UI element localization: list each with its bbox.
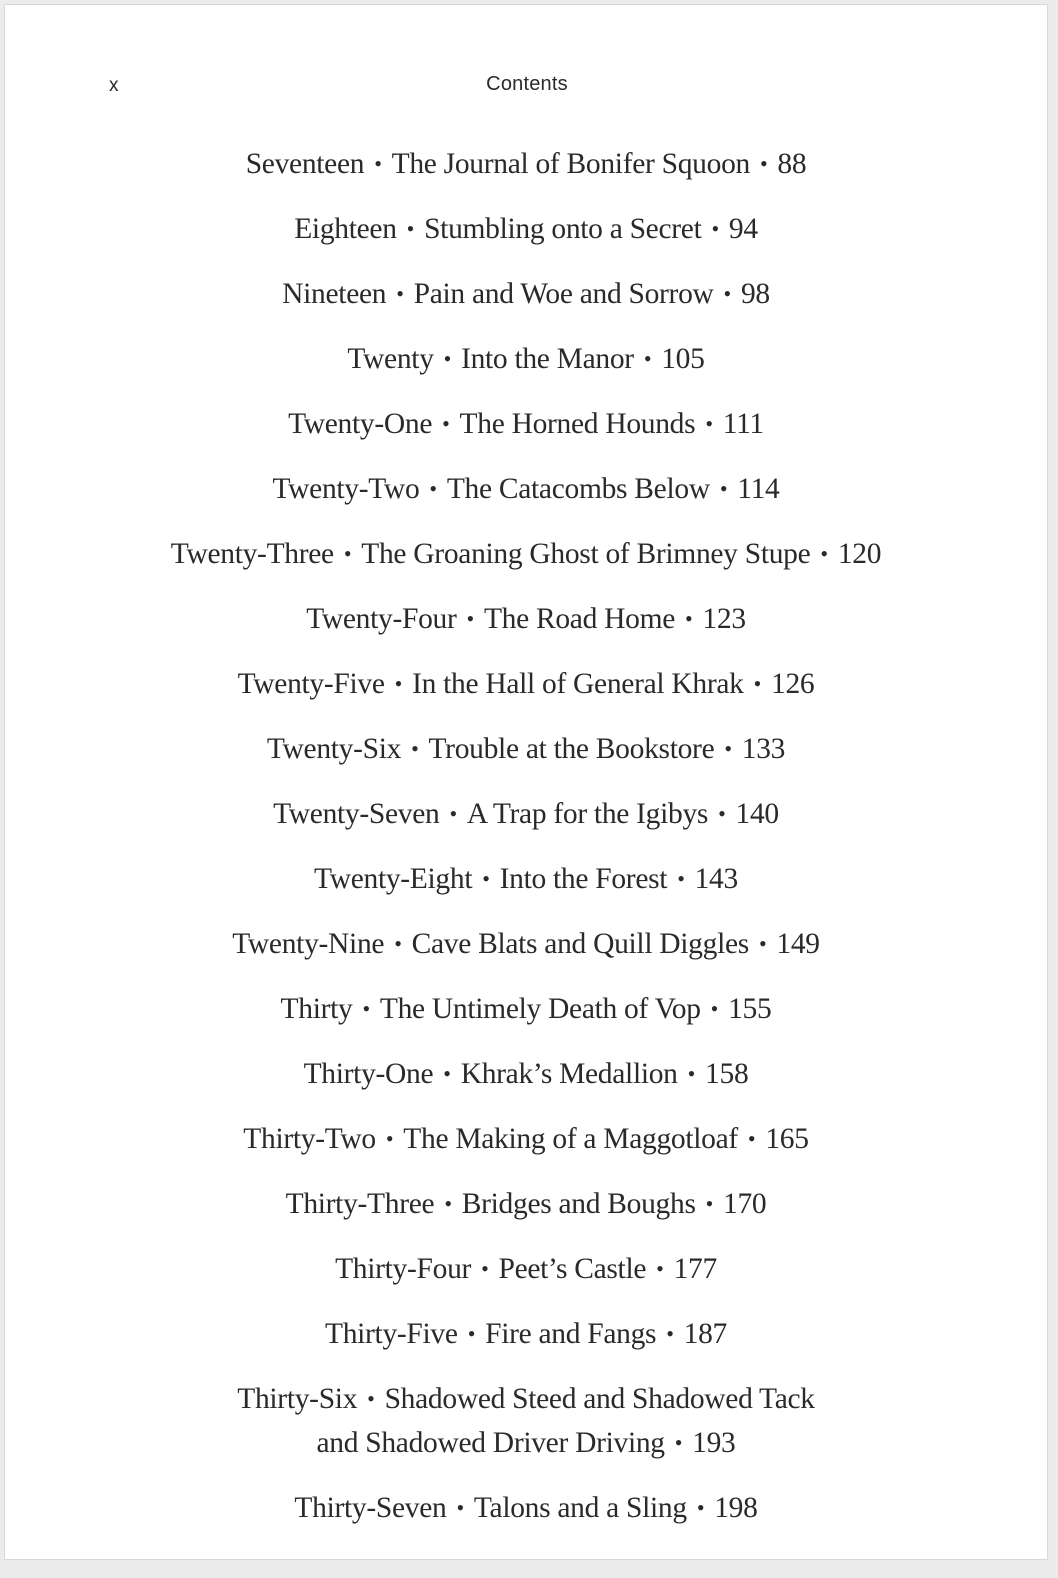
toc-entry	[5, 598, 1047, 642]
bullet-separator: •	[449, 801, 457, 826]
page-number: 123	[702, 603, 746, 635]
chapter-title: The Catacombs Below	[446, 473, 710, 505]
bullet-separator: •	[724, 736, 732, 761]
chapter-number: Thirty	[280, 993, 353, 1025]
chapter-title: In the Hall of General Khrak	[412, 668, 744, 700]
bullet-separator: •	[385, 1126, 394, 1151]
toc-entry	[5, 1487, 1047, 1531]
bullet-separator: •	[666, 1321, 674, 1346]
toc-entry	[5, 923, 1047, 967]
chapter-title: The Journal of Bonifer Squoon	[391, 148, 750, 180]
toc-entry	[5, 1053, 1047, 1097]
toc-entry	[5, 403, 1047, 447]
toc-entry	[5, 1248, 1047, 1292]
chapter-title: The Groaning Ghost of Brimney Stupe	[361, 538, 811, 570]
chapter-title: Shadowed Steed and Shadowed Tack	[384, 1383, 815, 1415]
page-number: 140	[735, 798, 779, 830]
bullet-separator: •	[705, 411, 713, 436]
toc-entry	[5, 533, 1047, 577]
page-number: 111	[722, 408, 764, 440]
bullet-separator: •	[687, 1061, 696, 1086]
toc-entry	[5, 1183, 1047, 1227]
bullet-separator: •	[820, 541, 828, 566]
chapter-number: Twenty-Four	[306, 603, 457, 635]
chapter-title: Fire and Fangs	[485, 1318, 657, 1350]
toc-entry	[5, 208, 1047, 252]
bullet-separator: •	[753, 671, 761, 696]
chapter-number: Thirty-Four	[335, 1253, 472, 1285]
running-head	[5, 71, 1047, 101]
chapter-number: Nineteen	[282, 278, 387, 310]
page-number: 177	[673, 1253, 717, 1285]
page-number: 158	[705, 1058, 749, 1090]
chapter-title: Khrak’s Medallion	[460, 1058, 678, 1090]
toc-entry	[5, 793, 1047, 837]
bullet-separator: •	[711, 216, 719, 241]
chapter-number: Twenty-Six	[266, 733, 402, 765]
toc-entry-line	[5, 1422, 1047, 1466]
page-number: 133	[741, 733, 786, 765]
toc-entry	[5, 273, 1047, 317]
chapter-number: Twenty	[347, 343, 434, 375]
chapter-number: Thirty-Two	[243, 1123, 376, 1155]
chapter-title-continued: and Shadowed Driver Driving	[316, 1427, 665, 1459]
chapter-number: Thirty-Seven	[294, 1492, 447, 1524]
bullet-separator: •	[394, 931, 402, 956]
bullet-separator: •	[710, 996, 719, 1021]
chapter-title: Peet’s Castle	[498, 1253, 647, 1285]
bullet-separator: •	[747, 1126, 756, 1151]
bullet-separator: •	[444, 1191, 452, 1216]
bullet-separator: •	[442, 411, 450, 436]
bullet-separator: •	[406, 216, 415, 241]
chapter-number: Thirty-Five	[324, 1318, 458, 1350]
bullet-separator: •	[643, 346, 652, 371]
chapter-number: Thirty-One	[303, 1058, 434, 1090]
toc-entry	[5, 143, 1047, 187]
page-number: 120	[837, 538, 882, 570]
page-number: 143	[694, 863, 738, 895]
table-of-contents	[5, 143, 1047, 1552]
bullet-separator: •	[394, 671, 403, 696]
chapter-number: Twenty-Eight	[314, 863, 473, 895]
page-number: 165	[765, 1123, 809, 1155]
page-number: 98	[740, 278, 770, 310]
bullet-separator: •	[374, 151, 382, 176]
bullet-separator: •	[482, 866, 490, 891]
toc-entry-line	[5, 1378, 1047, 1422]
toc-entry	[5, 1378, 1047, 1466]
chapter-title: A Trap for the Igibys	[466, 798, 709, 830]
bullet-separator: •	[718, 801, 726, 826]
toc-entry	[5, 663, 1047, 707]
bullet-separator: •	[367, 1386, 375, 1411]
chapter-number: Twenty-Five	[237, 668, 385, 700]
bullet-separator: •	[466, 606, 474, 631]
chapter-number: Twenty-One	[288, 408, 433, 440]
bullet-separator: •	[656, 1256, 664, 1281]
bullet-separator: •	[443, 346, 452, 371]
toc-entry	[5, 468, 1047, 512]
chapter-title: Into the Forest	[499, 863, 668, 895]
section-title: Contents	[486, 73, 568, 95]
toc-entry	[5, 1313, 1047, 1357]
page-number: 170	[723, 1188, 767, 1220]
book-page	[4, 4, 1048, 1560]
bullet-separator: •	[677, 866, 685, 891]
page-number: 193	[692, 1427, 736, 1459]
toc-entry	[5, 338, 1047, 382]
chapter-number: Twenty-Two	[272, 473, 420, 505]
chapter-title: The Making of a Maggotloaf	[403, 1123, 738, 1155]
page-number: 149	[776, 928, 820, 960]
bullet-separator: •	[758, 931, 767, 956]
chapter-title: Stumbling onto a Secret	[424, 213, 702, 245]
page-number: 114	[737, 473, 780, 505]
page-number: 88	[777, 148, 807, 180]
bullet-separator: •	[429, 476, 437, 501]
toc-entry	[5, 728, 1047, 772]
chapter-number: Thirty-Six	[237, 1383, 358, 1415]
chapter-number: Seventeen	[245, 148, 365, 180]
page-number: 198	[714, 1492, 758, 1524]
chapter-number: Twenty-Three	[170, 538, 334, 570]
bullet-separator: •	[467, 1321, 476, 1346]
chapter-title: Bridges and Boughs	[461, 1188, 696, 1220]
chapter-title: Pain and Woe and Sorrow	[413, 278, 714, 310]
chapter-number: Thirty-Three	[285, 1188, 435, 1220]
page-number: 126	[771, 668, 815, 700]
bullet-separator: •	[705, 1191, 714, 1216]
page-number: 105	[661, 343, 705, 375]
chapter-title: The Horned Hounds	[459, 408, 696, 440]
chapter-title: Trouble at the Bookstore	[428, 733, 715, 765]
toc-entry	[5, 1118, 1047, 1162]
bullet-separator: •	[759, 151, 768, 176]
page-number: 94	[728, 213, 758, 245]
bullet-separator: •	[362, 996, 370, 1021]
chapter-title: The Road Home	[483, 603, 676, 635]
bullet-separator: •	[396, 281, 404, 306]
toc-entry	[5, 988, 1047, 1032]
chapter-number: Eighteen	[294, 213, 397, 245]
chapter-number: Twenty-Seven	[273, 798, 440, 830]
bullet-separator: •	[343, 541, 352, 566]
bullet-separator: •	[674, 1430, 683, 1455]
page-number: 155	[728, 993, 772, 1025]
page-number: 187	[683, 1318, 728, 1350]
bullet-separator: •	[696, 1495, 705, 1520]
bullet-separator: •	[723, 281, 731, 306]
bullet-separator: •	[443, 1061, 451, 1086]
bullet-separator: •	[685, 606, 693, 631]
chapter-title: Talons and a Sling	[473, 1492, 687, 1524]
bullet-separator: •	[719, 476, 728, 501]
chapter-title: The Untimely Death of Vop	[379, 993, 701, 1025]
chapter-title: Into the Manor	[461, 343, 634, 375]
chapter-number: Twenty-Nine	[232, 928, 385, 960]
bullet-separator: •	[411, 736, 419, 761]
toc-entry	[5, 858, 1047, 902]
page-folio: x	[109, 75, 119, 96]
bullet-separator: •	[481, 1256, 489, 1281]
chapter-title: Cave Blats and Quill Diggles	[411, 928, 749, 960]
bullet-separator: •	[456, 1495, 464, 1520]
